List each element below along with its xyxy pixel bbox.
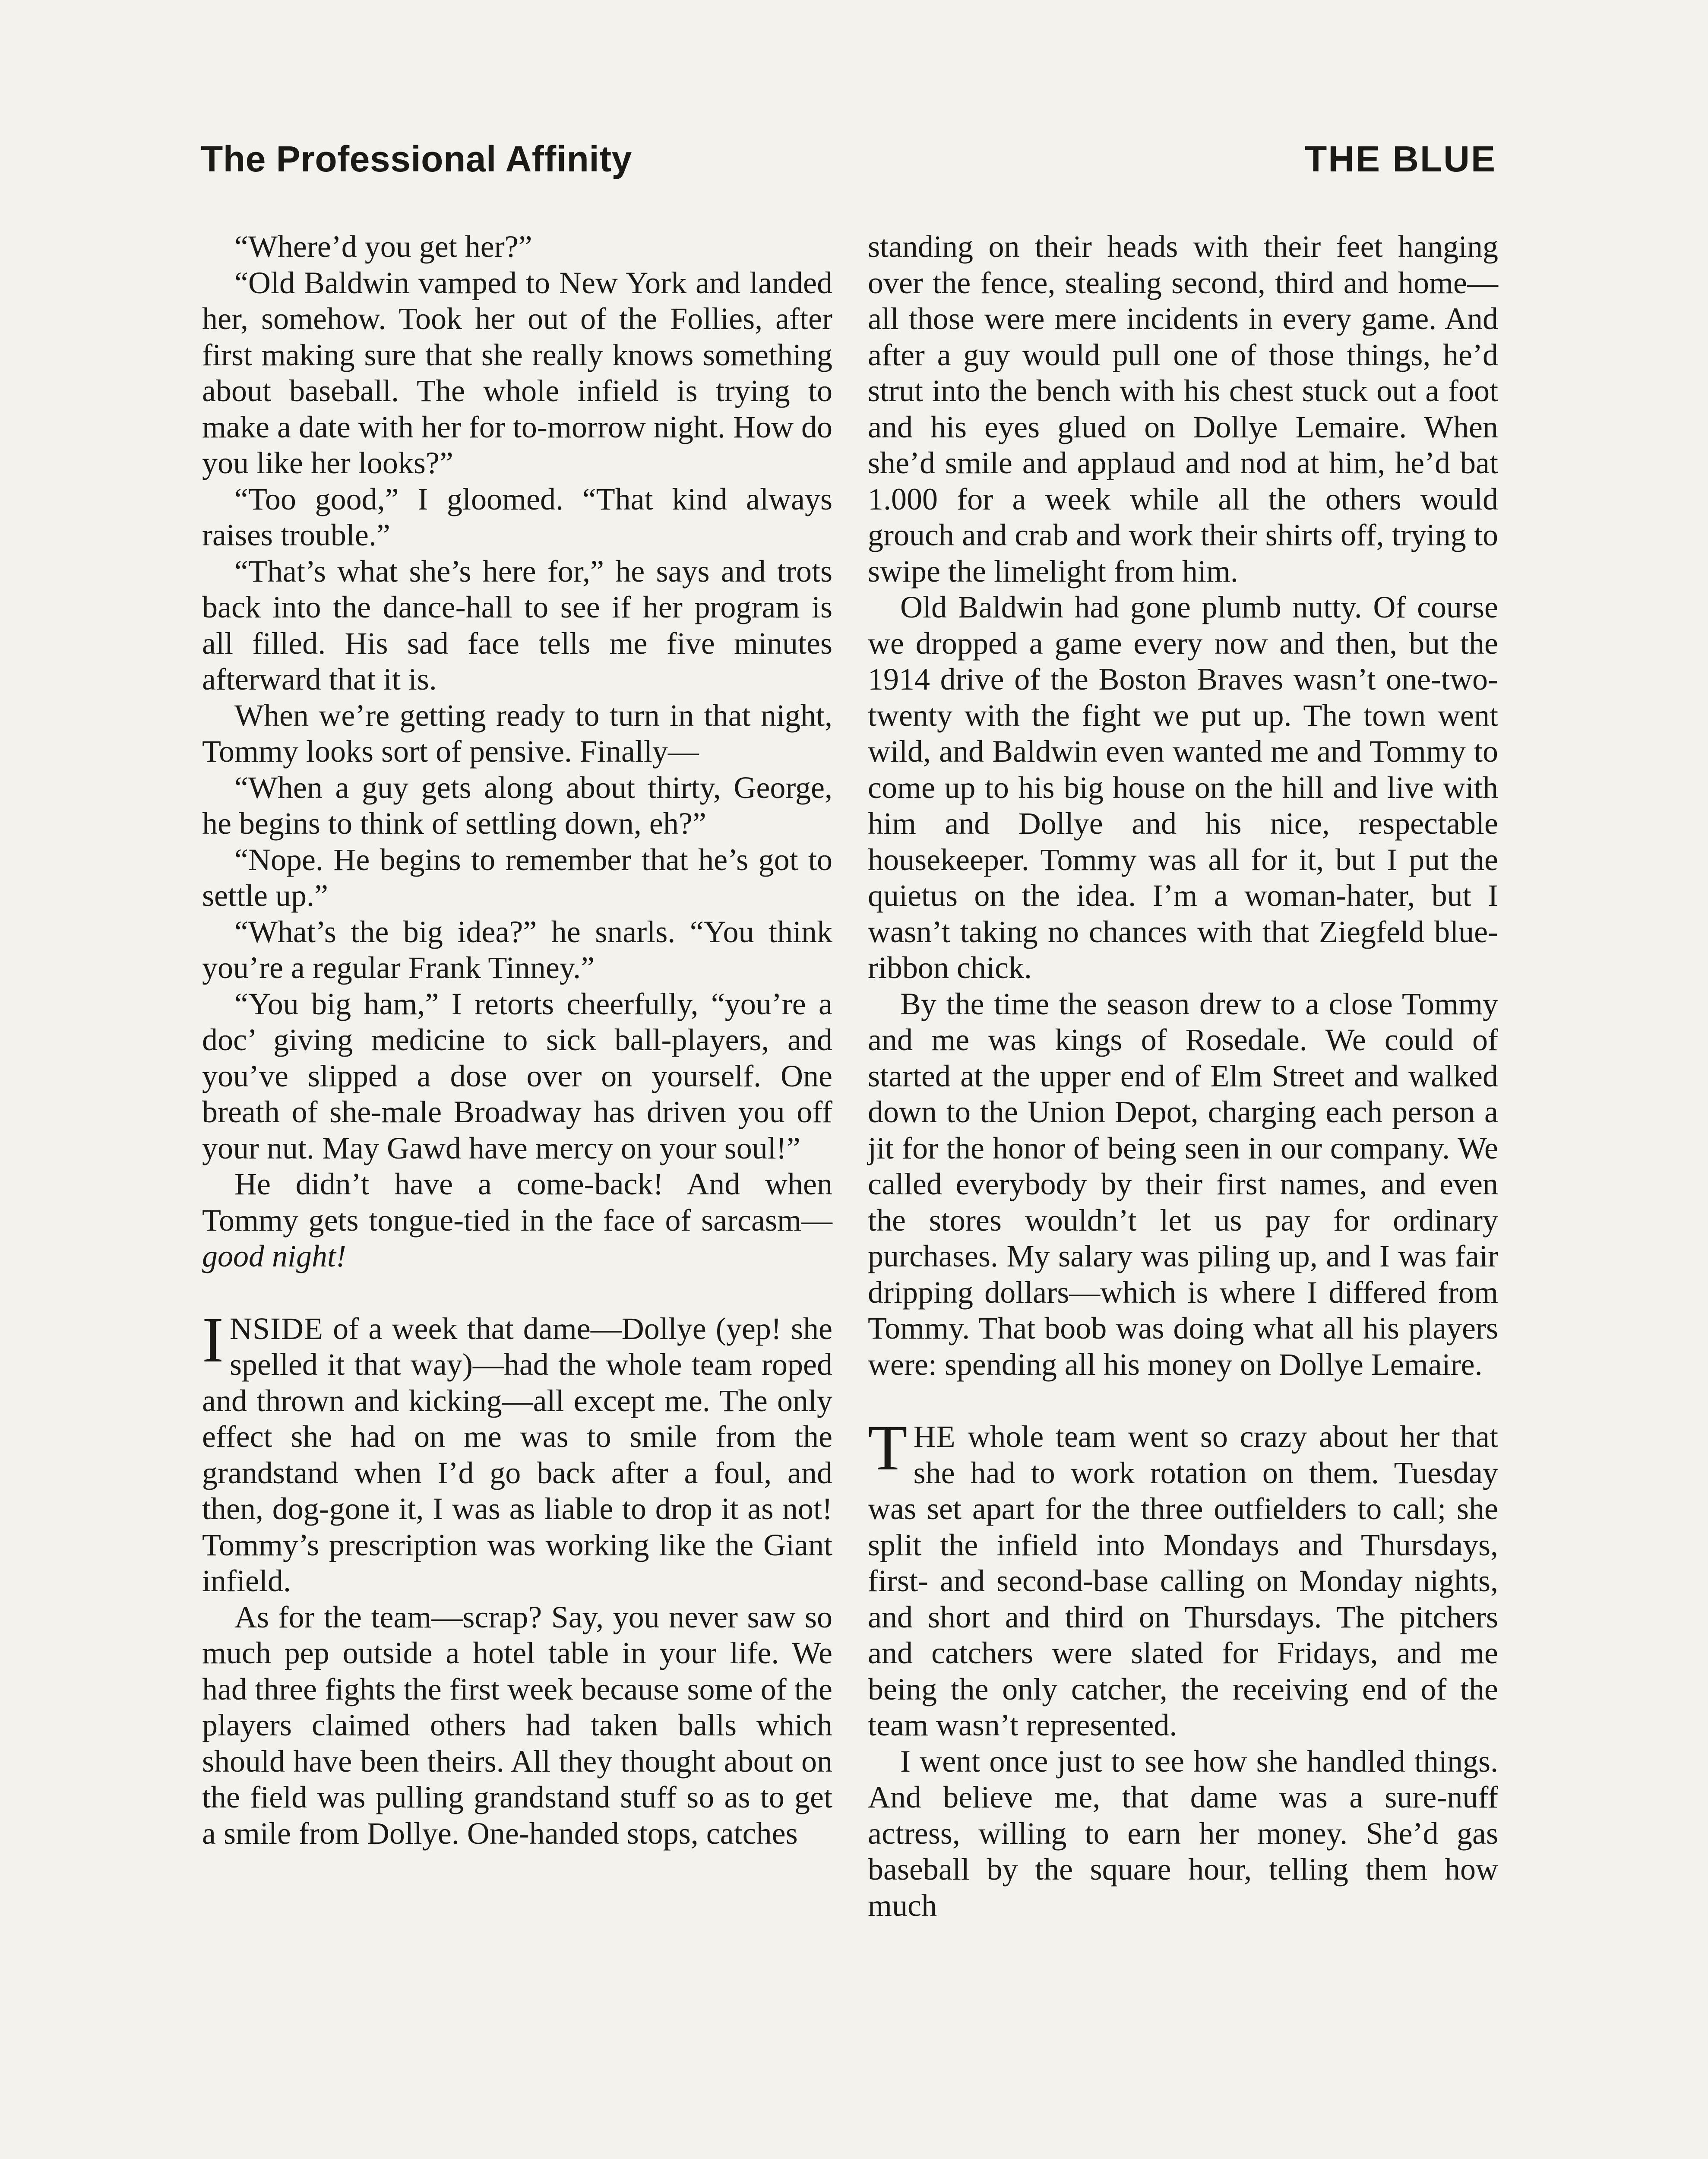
- section-start-paragraph: [868, 1412, 1498, 1744]
- paragraph: “Old Baldwin vamped to New York and landed her, somehow. Took her out of the Follies, after first making sure that she really knows something about baseball. The whole infield is trying to make a date with her for to-morrow night. How do you like her looks?”: [202, 265, 832, 480]
- paragraph: “Too good,” I gloomed. “That kind always raises trouble.”: [202, 481, 832, 552]
- magazine-title: THE BLUE: [1305, 139, 1496, 179]
- italic-text: good night!: [202, 1239, 346, 1273]
- paragraph-text: whole team went so crazy about her that she had to work rotation on them. Tuesday was set apart for the three outfielders to call; she split the infield into Mondays and Thursdays, first- and second-base calling on Monday nights, and short and third on Thursdays. The pitchers and catchers were slated for Fridays, and me being the only catcher, the receiving end of the team wasn’t represented.: [868, 1419, 1498, 1742]
- paragraph: When we’re getting ready to turn in that night, Tommy looks sort of pensive. Finally—: [202, 698, 832, 769]
- paragraph: As for the team—scrap? Say, you never saw so much pep outside a hotel table in your life. We had three fights the first week because some of the players claimed others had taken balls which should have been theirs. All they thought about on the field was pulling grandstand stuff so as to get a smile from Dollye. One-handed stops, catches: [202, 1599, 832, 1851]
- paragraph: “What’s the big idea?” he snarls. “You think you’re a regular Frank Tinney.”: [202, 914, 832, 985]
- small-caps-lead: HE: [913, 1419, 956, 1454]
- paragraph: “Where’d you get her?”: [234, 229, 532, 264]
- paragraph: “When a guy gets along about thirty, George, he begins to think of settling down, eh?”: [202, 770, 832, 841]
- paragraph: By the time the season drew to a close Tommy and me was kings of Rosedale. We could of started at the upper end of Elm Street and walked down to the Union Depot, charging each person a jit for the honor of being seen in our company. We called everybody by their first names, and even the stores wouldn’t let us pay for ordinary purchases. My salary was piling up, and I was fair dripping dollars—which is where I differed from Tommy. That boob was doing what all his players were: spending all his money on Dollye Lemaire.: [868, 986, 1498, 1382]
- drop-cap: I: [202, 1304, 224, 1376]
- drop-cap: T: [868, 1412, 908, 1484]
- paragraph-text: of a week that dame—Dollye (yep! she spelled it that way)—had the whole team roped and thrown and kicking—all except me. The only effect she had on me was to smile from the grandstand when I’d go back after a foul, and then, dog-gone it, I was as liable to drop it as not! Tommy’s prescription was working like the Giant infield.: [202, 1311, 832, 1598]
- paragraph: I went once just to see how she handled things. And believe me, that dame was a sure-nuff actress, willing to earn her money. She’d gas baseball by the square hour, telling them how much: [868, 1744, 1498, 1923]
- paragraph: “That’s what she’s here for,” he says and trots back into the dance-hall to see if her program is all filled. His sad face tells me five minutes afterward that it is.: [202, 554, 832, 696]
- left-column: [202, 229, 832, 1852]
- paragraph: standing on their heads with their feet hanging over the fence, stealing second, third and home—all those were mere incidents in every game. And after a guy would pull one of those things, he’d strut into the bench with his chest stuck out a foot and his eyes glued on Dollye Lemaire. When she’d smile and applaud and nod at him, he’d bat 1.000 for a week while all the others would grouch and crab and work their shirts off, trying to swipe the limelight from him.: [868, 229, 1498, 589]
- running-title: The Professional Affinity: [201, 139, 632, 179]
- right-column: [868, 229, 1498, 1924]
- small-caps-lead: NSIDE: [229, 1311, 323, 1346]
- paragraph: “Nope. He begins to remember that he’s got to settle up.”: [202, 842, 832, 913]
- section-start-paragraph: [202, 1304, 832, 1599]
- paragraph: [202, 1166, 832, 1275]
- paragraph: “You big ham,” I retorts cheerfully, “you’re a doc’ giving medicine to sick ball-players, and you’ve slipped a dose over on yourself. One breath of she-male Broadway has driven you off your nut. May Gawd have mercy on your soul!”: [202, 986, 832, 1165]
- paragraph-text: He didn’t have a come-back! And when Tommy gets tongue-tied in the face of sarcasm—: [202, 1167, 832, 1238]
- paragraph: Old Baldwin had gone plumb nutty. Of course we dropped a game every now and then, but the 1914 drive of the Boston Braves wasn’t one-two-twenty with the fight we put up. The town went wild, and Baldwin even wanted me and Tommy to come up to his big house on the hill and live with him and Dollye and his nice, respectable housekeeper. Tommy was all for it, but I put the quietus on the idea. I’m a woman-hater, but I wasn’t taking no chances with that Ziegfeld blue-ribbon chick.: [868, 590, 1498, 985]
